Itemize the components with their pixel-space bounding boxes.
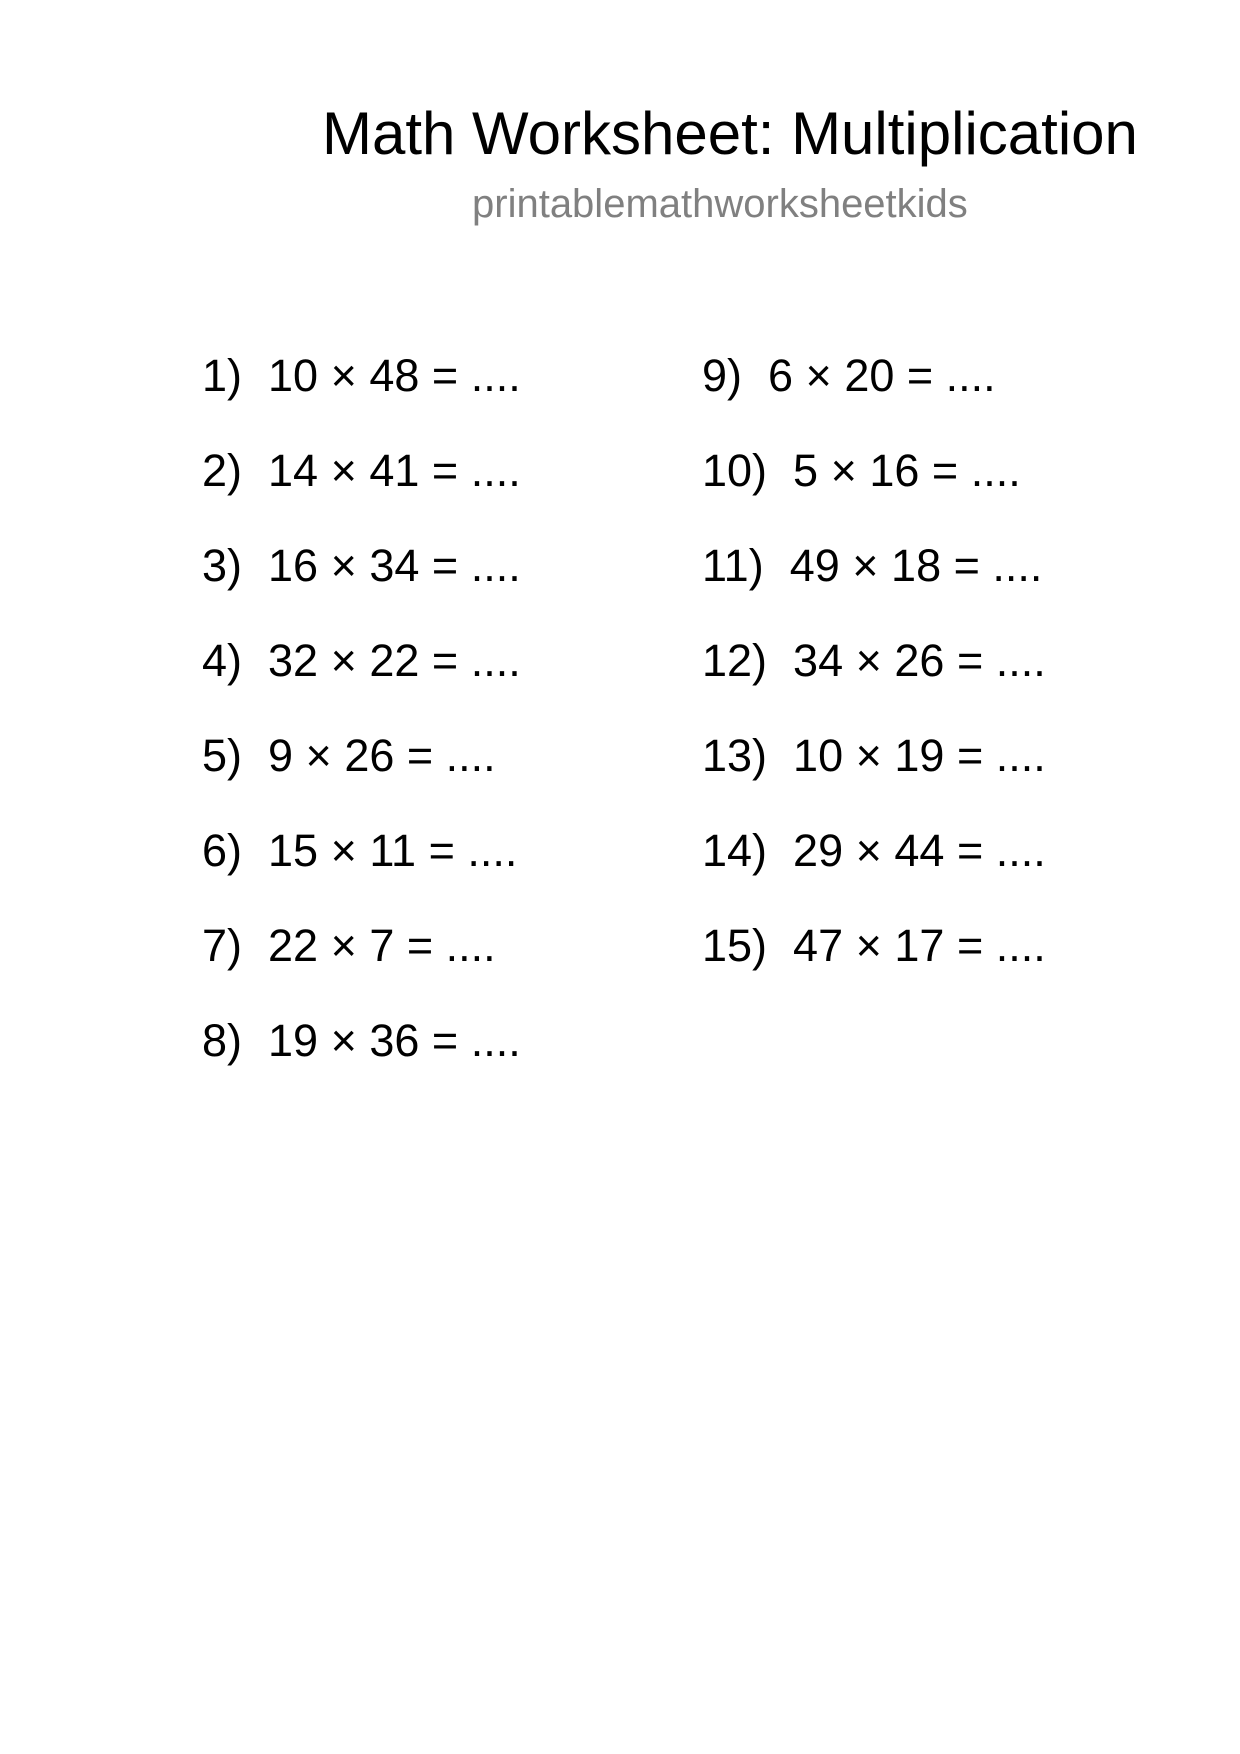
problem-expression: 10 × 48 = ....	[268, 350, 521, 401]
problem-number: 2)	[202, 445, 243, 496]
problem-number: 12)	[702, 635, 768, 686]
problem-number: 15)	[702, 920, 768, 971]
problem-expression: 32 × 22 = ....	[268, 635, 521, 686]
problem-item	[202, 1015, 521, 1110]
problem-item	[702, 825, 1046, 920]
problem-item	[702, 920, 1046, 1015]
problem-item	[202, 540, 521, 635]
worksheet-title: Math Worksheet: Multiplication	[322, 100, 1138, 167]
problem-expression: 14 × 41 = ....	[268, 445, 521, 496]
problem-number: 13)	[702, 730, 768, 781]
problem-number: 8)	[202, 1015, 243, 1066]
problem-item	[702, 635, 1046, 730]
problems-left-column	[202, 350, 521, 1110]
problem-expression: 34 × 26 = ....	[793, 635, 1046, 686]
problem-item	[202, 350, 521, 445]
problem-expression: 29 × 44 = ....	[793, 825, 1046, 876]
worksheet-subtitle: printablemathworksheetkids	[472, 182, 968, 226]
problems-right-column	[702, 350, 1046, 1015]
problem-number: 11)	[702, 540, 764, 591]
problem-item	[702, 350, 1046, 445]
problem-item	[202, 445, 521, 540]
problem-number: 5)	[202, 730, 243, 781]
problem-expression: 16 × 34 = ....	[268, 540, 521, 591]
problem-expression: 22 × 7 = ....	[268, 920, 496, 971]
problem-number: 9)	[702, 350, 743, 401]
problem-item	[702, 540, 1046, 635]
problem-number: 10)	[702, 445, 768, 496]
problem-item	[702, 730, 1046, 825]
problem-number: 4)	[202, 635, 243, 686]
problem-expression: 47 × 17 = ....	[793, 920, 1046, 971]
problem-item	[202, 825, 521, 920]
problem-expression: 10 × 19 = ....	[793, 730, 1046, 781]
problem-item	[702, 445, 1046, 540]
problem-expression: 49 × 18 = ....	[789, 540, 1043, 591]
problem-number: 3)	[202, 540, 243, 591]
problem-number: 7)	[202, 920, 243, 971]
problem-item	[202, 730, 521, 825]
problem-item	[202, 920, 521, 1015]
problem-item	[202, 635, 521, 730]
problem-number: 6)	[202, 825, 243, 876]
problem-number: 14)	[702, 825, 768, 876]
problem-number: 1)	[202, 350, 243, 401]
problem-expression: 15 × 11 = ....	[268, 825, 518, 876]
problem-expression: 19 × 36 = ....	[268, 1015, 521, 1066]
problem-expression: 5 × 16 = ....	[793, 445, 1021, 496]
problem-expression: 6 × 20 = ....	[768, 350, 996, 401]
problem-expression: 9 × 26 = ....	[268, 730, 496, 781]
